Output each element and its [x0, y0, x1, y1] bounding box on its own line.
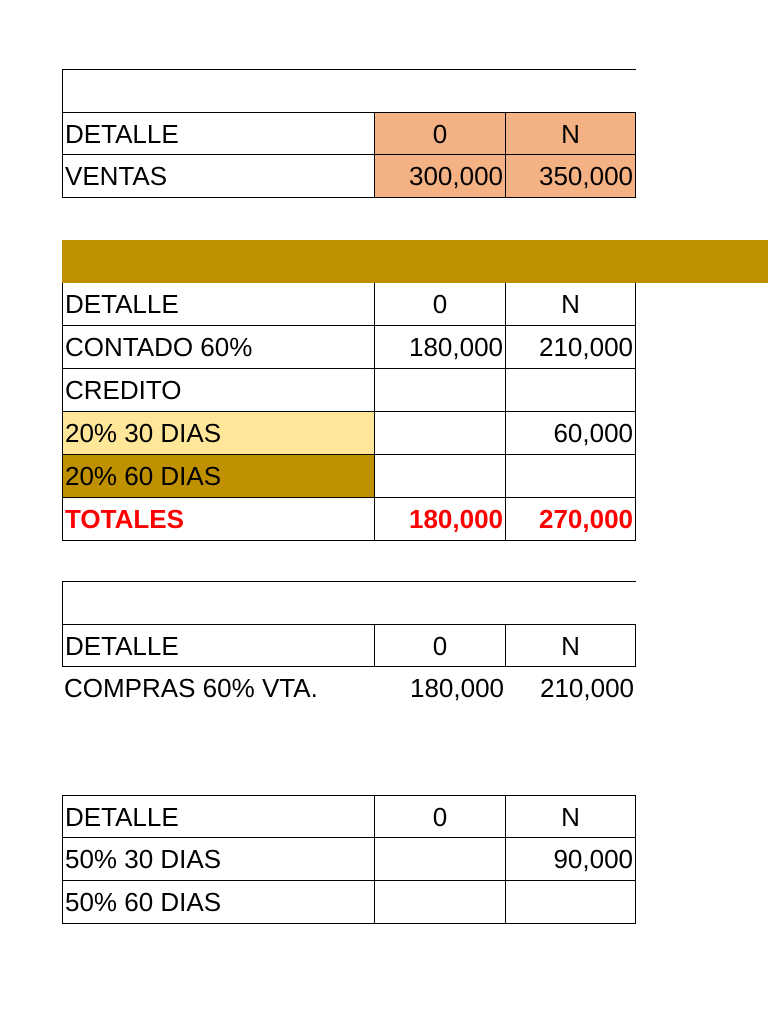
compras-value-0[interactable]: 180,000: [410, 673, 504, 703]
pagos-60-dias-value-n[interactable]: [506, 881, 636, 924]
credito-30-dias-label[interactable]: 20% 30 DIAS: [62, 412, 375, 455]
ventas-header-col-0[interactable]: 0: [375, 112, 506, 155]
cobranzas-header-col-n[interactable]: N: [506, 283, 636, 326]
pagos-30-dias-value-0[interactable]: [375, 838, 506, 881]
compras-title-row: [62, 581, 636, 624]
pagos-60-dias-value-0[interactable]: [375, 881, 506, 924]
pagos-30-dias-value-n[interactable]: 90,000: [506, 838, 636, 881]
contado-label[interactable]: CONTADO 60%: [62, 326, 375, 369]
credito-30-dias-value-0[interactable]: [375, 412, 506, 455]
pagos-30-dias-label[interactable]: 50% 30 DIAS: [62, 838, 375, 881]
pagos-header-detalle[interactable]: DETALLE: [62, 795, 375, 838]
compras-header-col-0[interactable]: 0: [375, 624, 506, 667]
cobranzas-header-col-0[interactable]: 0: [375, 283, 506, 326]
credito-30-dias-value-n[interactable]: 60,000: [506, 412, 636, 455]
pagos-60-dias-label[interactable]: 50% 60 DIAS: [62, 881, 375, 924]
compras-value-n[interactable]: 210,000: [540, 673, 634, 703]
credito-value-0[interactable]: [375, 369, 506, 412]
ventas-header-col-n[interactable]: N: [506, 112, 636, 155]
totales-value-0[interactable]: 180,000: [375, 498, 506, 541]
totales-label[interactable]: TOTALES: [62, 498, 375, 541]
ventas-value-n[interactable]: 350,000: [506, 155, 636, 198]
totales-value-n[interactable]: 270,000: [506, 498, 636, 541]
credito-value-n[interactable]: [506, 369, 636, 412]
ventas-header-detalle[interactable]: DETALLE: [62, 112, 375, 155]
contado-value-0[interactable]: 180,000: [375, 326, 506, 369]
credito-60-dias-value-0[interactable]: [375, 455, 506, 498]
credito-60-dias-value-n[interactable]: [506, 455, 636, 498]
compras-label[interactable]: COMPRAS 60% VTA.: [64, 673, 318, 703]
credito-60-dias-label[interactable]: 20% 60 DIAS: [62, 455, 375, 498]
cobranzas-header-detalle[interactable]: DETALLE: [62, 283, 375, 326]
compras-header-col-n[interactable]: N: [506, 624, 636, 667]
contado-value-n[interactable]: 210,000: [506, 326, 636, 369]
compras-header-detalle[interactable]: DETALLE: [62, 624, 375, 667]
pagos-header-col-0[interactable]: 0: [375, 795, 506, 838]
credito-label[interactable]: CREDITO: [62, 369, 375, 412]
pagos-header-col-n[interactable]: N: [506, 795, 636, 838]
ventas-label[interactable]: VENTAS: [62, 155, 375, 198]
ventas-title-row: [62, 69, 636, 112]
ventas-value-0[interactable]: 300,000: [375, 155, 506, 198]
cobranzas-title-band: [62, 240, 768, 283]
